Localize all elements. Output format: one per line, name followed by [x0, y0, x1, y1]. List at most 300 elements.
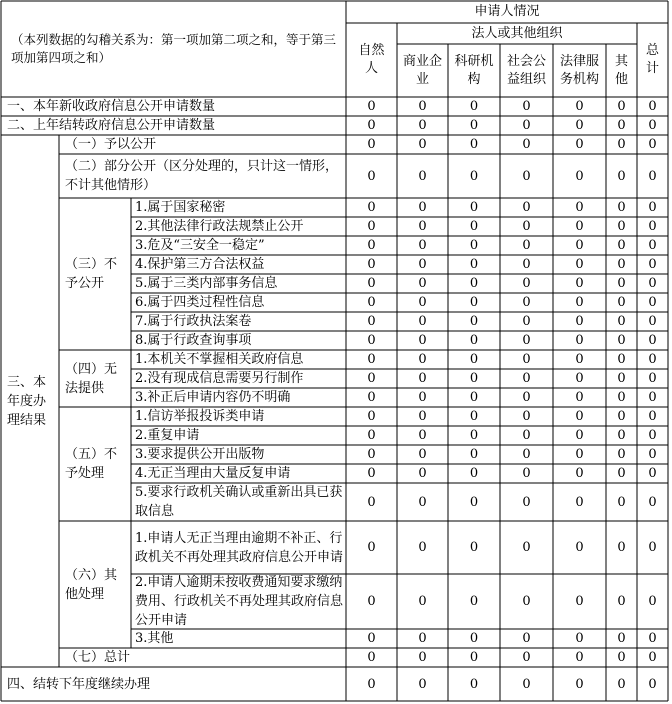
- g3-item-value-text: 0: [418, 238, 427, 253]
- g6-item-value: [606, 521, 637, 574]
- table-note: [7, 1, 344, 97]
- g5-item-value: [500, 483, 553, 521]
- row-s2-value: [553, 154, 606, 198]
- row-s1-value: [500, 135, 553, 154]
- row-s7-value-text: 0: [617, 650, 626, 665]
- g5-item-value: [500, 426, 553, 445]
- row-s1-value-text: 0: [418, 137, 427, 152]
- row-r4-value: [500, 667, 553, 701]
- row-s7-value: [606, 648, 637, 667]
- row-r1-value-text: 0: [522, 99, 531, 114]
- applicant-header-text: 申请人情况: [474, 4, 540, 19]
- g6-item-value-text: 0: [469, 631, 479, 646]
- g4-item-value: [606, 388, 637, 407]
- g4-item-value: [448, 369, 500, 388]
- g6-item-value-text: 0: [575, 631, 584, 646]
- item-label: [132, 198, 343, 217]
- row-s2-value: [346, 154, 397, 198]
- section-label-text: 三、本年度办理结果: [7, 374, 47, 428]
- g3-item-value-text: 0: [522, 333, 531, 348]
- row-r2-value-text: 0: [367, 118, 376, 133]
- g3-item-value-text: 0: [522, 276, 531, 291]
- g3-item-value-text: 0: [617, 295, 626, 310]
- g6-item-value: [448, 521, 500, 574]
- row-r1-value-text: 0: [648, 99, 657, 114]
- row-label-text: 二、上年结转政府信息公开申请数量: [7, 118, 216, 133]
- col-header-text: 其他: [614, 53, 628, 87]
- group-label: [61, 350, 129, 407]
- g3-item-value: [606, 217, 637, 236]
- g6-item-value: [500, 521, 553, 574]
- g3-item-value: [448, 274, 500, 293]
- row-s1-value-text: 0: [617, 137, 626, 152]
- group-label-text: （四）无法提供: [65, 361, 118, 396]
- col-header-natural-person-text: 自然人: [358, 43, 385, 76]
- g3-item-value: [397, 236, 448, 255]
- g3-item-value-text: 0: [418, 200, 427, 215]
- row-label: [3, 667, 344, 701]
- row-r1-value: [397, 97, 448, 116]
- g5-item-value-text: 0: [617, 494, 626, 510]
- row-r4-value-text: 0: [617, 676, 626, 692]
- row-r2-value-text: 0: [522, 118, 531, 133]
- row-r4-value-text: 0: [648, 676, 657, 692]
- item-label-text: 5.要求行政机关确认或重新出具已获取信息: [135, 485, 343, 519]
- g5-item-value: [606, 407, 637, 426]
- g5-item-value-text: 0: [418, 409, 427, 424]
- item-label: [132, 274, 343, 293]
- g5-item-value-text: 0: [418, 447, 427, 462]
- g4-item-value-text: 0: [617, 371, 626, 386]
- g4-item-value: [346, 350, 397, 369]
- g5-item-value: [500, 445, 553, 464]
- item-label: [132, 464, 343, 483]
- g6-item-value-text: 0: [617, 540, 626, 555]
- g3-item-value-text: 0: [522, 257, 531, 272]
- row-r1-value-text: 0: [469, 99, 479, 114]
- g5-item-value-text: 0: [367, 428, 376, 443]
- g3-item-value-text: 0: [648, 257, 657, 272]
- row-r1-value: [448, 97, 500, 116]
- row-s2-value-text: 0: [367, 168, 376, 184]
- g5-item-value: [606, 445, 637, 464]
- g3-item-value: [637, 255, 668, 274]
- item-label-text: 7.属于行政执法案卷: [135, 314, 252, 329]
- g5-item-value: [346, 426, 397, 445]
- g6-item-value: [500, 629, 553, 648]
- row-s7-value: [637, 648, 668, 667]
- g3-item-value: [346, 236, 397, 255]
- g6-item-value-text: 0: [418, 594, 427, 609]
- col-header-text: 社会公益组织: [506, 53, 546, 87]
- g4-item-value: [448, 350, 500, 369]
- g5-item-value: [553, 445, 606, 464]
- g5-item-value-text: 0: [418, 466, 427, 481]
- item-label-text: 3.要求提供公开出版物: [135, 447, 265, 462]
- g5-item-value: [500, 464, 553, 483]
- g5-item-value-text: 0: [522, 409, 531, 424]
- row-s7-value-text: 0: [469, 650, 479, 665]
- row-label: [61, 648, 344, 667]
- g3-item-value: [606, 293, 637, 312]
- row-s1-value: [637, 135, 668, 154]
- g3-item-value-text: 0: [418, 314, 427, 329]
- g5-item-value-text: 0: [367, 466, 376, 481]
- g5-item-value: [448, 464, 500, 483]
- g6-item-value-text: 0: [648, 631, 657, 646]
- legal-group-header-text: 法人或其他组织: [471, 25, 563, 41]
- item-label-text: 6.属于四类过程性信息: [135, 295, 265, 310]
- g4-item-value-text: 0: [575, 371, 584, 386]
- g5-item-value-text: 0: [617, 409, 626, 424]
- row-r2-value-text: 0: [418, 118, 427, 133]
- row-r1-value: [500, 97, 553, 116]
- g4-item-value: [606, 369, 637, 388]
- col-header-text: 商业企业: [402, 53, 442, 87]
- g5-item-value-text: 0: [469, 428, 479, 443]
- row-r4-value-text: 0: [469, 676, 479, 692]
- g5-item-value: [397, 464, 448, 483]
- g3-item-value: [606, 274, 637, 293]
- g3-item-value-text: 0: [575, 257, 584, 272]
- g3-item-value: [346, 293, 397, 312]
- item-label: [132, 574, 343, 629]
- legal-group-header: [397, 23, 637, 44]
- row-r4-value-text: 0: [575, 676, 584, 692]
- g3-item-value-text: 0: [367, 238, 376, 253]
- row-s1-value-text: 0: [367, 137, 376, 152]
- g4-item-value-text: 0: [418, 390, 427, 405]
- item-label-text: 2.其他法律行政法规禁止公开: [135, 219, 304, 234]
- g5-item-value: [553, 464, 606, 483]
- g4-item-value-text: 0: [367, 371, 376, 386]
- row-r2-value-text: 0: [648, 118, 657, 133]
- g6-item-value: [637, 574, 668, 629]
- col-header: [452, 44, 496, 97]
- col-header: [401, 44, 444, 97]
- g5-item-value-text: 0: [648, 494, 657, 510]
- col-header-text: 法律服务机构: [559, 53, 599, 87]
- row-s1-value-text: 0: [575, 137, 584, 152]
- row-s2-value: [637, 154, 668, 198]
- g4-item-value-text: 0: [522, 371, 531, 386]
- g4-item-value-text: 0: [418, 352, 427, 367]
- g3-item-value-text: 0: [648, 238, 657, 253]
- g4-item-value: [397, 369, 448, 388]
- g5-item-value-text: 0: [522, 466, 531, 481]
- g3-item-value-text: 0: [522, 314, 531, 329]
- g5-item-value: [346, 407, 397, 426]
- row-s2-value: [397, 154, 448, 198]
- row-s7-value: [448, 648, 500, 667]
- g4-item-value-text: 0: [469, 390, 479, 405]
- g5-item-value-text: 0: [617, 447, 626, 462]
- g3-item-value: [397, 217, 448, 236]
- row-s1-value-text: 0: [522, 137, 531, 152]
- row-label-text: （七）总计: [65, 650, 131, 665]
- g5-item-value: [346, 483, 397, 521]
- row-s2-value-text: 0: [418, 168, 427, 184]
- g3-item-value: [553, 312, 606, 331]
- row-s7-value: [346, 648, 397, 667]
- row-r4-value: [346, 667, 397, 701]
- g3-item-value: [346, 217, 397, 236]
- g5-item-value-text: 0: [469, 447, 479, 462]
- applicant-header: [346, 1, 668, 23]
- g3-item-value-text: 0: [469, 257, 479, 272]
- g6-item-value: [637, 521, 668, 574]
- g5-item-value: [637, 483, 668, 521]
- row-s7-value-text: 0: [522, 650, 531, 665]
- col-header: [504, 44, 549, 97]
- table-note-text: （本列数据的勾稽关系为：第一项加第二项之和，等于第三项加第四项之和）: [11, 32, 337, 65]
- g5-item-value: [346, 445, 397, 464]
- item-label: [132, 369, 343, 388]
- g3-item-value: [500, 274, 553, 293]
- g5-item-value: [553, 407, 606, 426]
- g4-item-value: [500, 369, 553, 388]
- g3-item-value-text: 0: [367, 219, 376, 234]
- g4-item-value: [553, 369, 606, 388]
- row-r4-value: [606, 667, 637, 701]
- g6-item-value: [606, 629, 637, 648]
- row-r4-value: [637, 667, 668, 701]
- g5-item-value: [397, 483, 448, 521]
- row-label-text: 一、本年新收政府信息公开申请数量: [7, 99, 216, 114]
- g5-item-value-text: 0: [522, 428, 531, 443]
- g4-item-value-text: 0: [575, 390, 584, 405]
- g6-item-value: [553, 521, 606, 574]
- g3-item-value-text: 0: [575, 219, 584, 234]
- g5-item-value-text: 0: [367, 409, 376, 424]
- g3-item-value: [448, 236, 500, 255]
- item-label-text: 1.申请人无正当理由逾期不补正、行政机关不再处理其政府信息公开申请: [135, 530, 343, 565]
- g5-item-value-text: 0: [648, 428, 657, 443]
- row-s1-value: [553, 135, 606, 154]
- item-label-text: 3.危及“三安全一稳定”: [135, 238, 265, 253]
- g3-item-value-text: 0: [367, 257, 376, 272]
- g3-item-value: [397, 312, 448, 331]
- g3-item-value: [448, 217, 500, 236]
- g3-item-value: [606, 198, 637, 217]
- item-label: [132, 388, 343, 407]
- row-r1-value-text: 0: [418, 99, 427, 114]
- g3-item-value: [397, 255, 448, 274]
- item-label-text: 3.其他: [135, 631, 174, 646]
- g3-item-value: [448, 312, 500, 331]
- row-r1-value-text: 0: [575, 99, 584, 114]
- row-s1-value: [397, 135, 448, 154]
- g5-item-value: [448, 426, 500, 445]
- g5-item-value: [346, 464, 397, 483]
- g3-item-value-text: 0: [617, 276, 626, 291]
- g5-item-value-text: 0: [469, 466, 479, 481]
- row-label: [3, 116, 344, 135]
- col-header: [557, 44, 602, 97]
- row-label: [61, 135, 344, 154]
- row-r2-value-text: 0: [617, 118, 626, 133]
- g3-item-value: [397, 198, 448, 217]
- item-label-text: 4.保护第三方合法权益: [135, 257, 265, 272]
- g6-item-value-text: 0: [522, 631, 531, 646]
- row-r1-value-text: 0: [367, 99, 376, 114]
- g5-item-value-text: 0: [648, 409, 657, 424]
- row-r1-value: [346, 97, 397, 116]
- g3-item-value-text: 0: [617, 219, 626, 234]
- g5-item-value: [637, 445, 668, 464]
- col-header: [610, 44, 633, 97]
- g4-item-value-text: 0: [617, 390, 626, 405]
- row-r4-value-text: 0: [367, 676, 376, 692]
- g4-item-value-text: 0: [469, 352, 479, 367]
- g3-item-value-text: 0: [575, 295, 584, 310]
- g3-item-value-text: 0: [469, 295, 479, 310]
- row-s7-value: [397, 648, 448, 667]
- g4-item-value: [553, 388, 606, 407]
- g5-item-value-text: 0: [469, 409, 479, 424]
- row-s2-value-text: 0: [522, 168, 531, 184]
- g5-item-value: [448, 407, 500, 426]
- g3-item-value-text: 0: [575, 238, 584, 253]
- g6-item-value: [500, 574, 553, 629]
- g3-item-value-text: 0: [367, 295, 376, 310]
- g6-item-value-text: 0: [648, 594, 657, 609]
- g3-item-value: [553, 255, 606, 274]
- row-s1-value: [448, 135, 500, 154]
- g6-item-value: [448, 629, 500, 648]
- item-label-text: 8.属于行政查询事项: [135, 333, 252, 348]
- g4-item-value: [637, 369, 668, 388]
- g5-item-value-text: 0: [367, 447, 376, 462]
- g3-item-value: [606, 236, 637, 255]
- g4-item-value-text: 0: [418, 371, 427, 386]
- row-r4-value-text: 0: [418, 676, 427, 692]
- g6-item-value: [346, 574, 397, 629]
- g3-item-value-text: 0: [469, 333, 479, 348]
- row-r1-value: [606, 97, 637, 116]
- g6-item-value: [553, 629, 606, 648]
- g6-item-value-text: 0: [648, 540, 657, 555]
- item-label-text: 1.信访举报投诉类申请: [135, 409, 265, 424]
- g4-item-value: [346, 388, 397, 407]
- g5-item-value: [553, 426, 606, 445]
- g5-item-value: [637, 426, 668, 445]
- g6-item-value: [448, 574, 500, 629]
- g3-item-value-text: 0: [648, 200, 657, 215]
- g3-item-value-text: 0: [469, 219, 479, 234]
- row-s7-value-text: 0: [418, 650, 427, 665]
- row-s2-value: [500, 154, 553, 198]
- g5-item-value-text: 0: [367, 494, 376, 510]
- g3-item-value: [606, 255, 637, 274]
- row-r2-value: [346, 116, 397, 135]
- g3-item-value: [500, 217, 553, 236]
- g6-item-value-text: 0: [367, 540, 376, 555]
- g4-item-value: [637, 350, 668, 369]
- g4-item-value-text: 0: [575, 352, 584, 367]
- group-label-text: （三）不予公开: [65, 257, 118, 291]
- g5-item-value-text: 0: [575, 447, 584, 462]
- g6-item-value-text: 0: [469, 594, 479, 609]
- g5-item-value: [397, 445, 448, 464]
- g6-item-value-text: 0: [418, 631, 427, 646]
- item-label: [132, 445, 343, 464]
- g3-item-value: [637, 274, 668, 293]
- g5-item-value: [637, 407, 668, 426]
- g3-item-value: [553, 293, 606, 312]
- g6-item-value-text: 0: [575, 540, 584, 555]
- g4-item-value-text: 0: [522, 390, 531, 405]
- g5-item-value: [448, 483, 500, 521]
- row-label-text: （一）予以公开: [65, 137, 157, 152]
- row-s7-value: [553, 648, 606, 667]
- g6-item-value-text: 0: [617, 631, 626, 646]
- row-s1-value: [346, 135, 397, 154]
- g4-item-value: [606, 350, 637, 369]
- g6-item-value-text: 0: [367, 631, 376, 646]
- g3-item-value-text: 0: [418, 219, 427, 234]
- g4-item-value: [397, 388, 448, 407]
- g3-item-value: [553, 274, 606, 293]
- g6-item-value-text: 0: [418, 540, 427, 555]
- g4-item-value: [397, 350, 448, 369]
- item-label: [132, 521, 343, 574]
- g6-item-value: [397, 574, 448, 629]
- g3-item-value: [553, 198, 606, 217]
- g3-item-value: [346, 255, 397, 274]
- g3-item-value-text: 0: [522, 238, 531, 253]
- g5-item-value: [553, 483, 606, 521]
- g3-item-value-text: 0: [617, 200, 626, 215]
- g6-item-value-text: 0: [522, 594, 531, 609]
- row-r1-value-text: 0: [617, 99, 626, 114]
- item-label: [132, 629, 343, 648]
- g5-item-value: [606, 483, 637, 521]
- row-s2-value: [448, 154, 500, 198]
- g3-item-value-text: 0: [469, 276, 479, 291]
- group-label-text: （六）其他处理: [65, 567, 118, 602]
- g6-item-value: [553, 574, 606, 629]
- row-s7-value-text: 0: [367, 650, 376, 665]
- g3-item-value: [637, 236, 668, 255]
- g3-item-value: [553, 236, 606, 255]
- row-s2-value-text: 0: [469, 168, 479, 184]
- item-label-text: 2.没有现成信息需要另行制作: [135, 371, 304, 386]
- row-s2-value: [606, 154, 637, 198]
- g3-item-value: [397, 331, 448, 350]
- g3-item-value: [637, 198, 668, 217]
- row-r4-value: [448, 667, 500, 701]
- g3-item-value: [500, 312, 553, 331]
- g3-item-value: [500, 236, 553, 255]
- row-label-text: 四、结转下年度继续办理: [7, 676, 151, 692]
- section-label: [3, 135, 57, 667]
- col-header-total: [644, 23, 661, 97]
- row-s2-value-text: 0: [648, 168, 657, 184]
- g3-item-value: [500, 255, 553, 274]
- row-r2-value: [500, 116, 553, 135]
- g3-item-value-text: 0: [418, 276, 427, 291]
- group-label: [61, 407, 129, 521]
- g6-item-value-text: 0: [617, 594, 626, 609]
- g3-item-value: [448, 255, 500, 274]
- g3-item-value: [500, 198, 553, 217]
- g3-item-value-text: 0: [469, 314, 479, 329]
- group-label: [61, 198, 129, 350]
- item-label-text: 1.本机关不掌握相关政府信息: [135, 352, 304, 367]
- g4-item-value-text: 0: [522, 352, 531, 367]
- g3-item-value: [346, 274, 397, 293]
